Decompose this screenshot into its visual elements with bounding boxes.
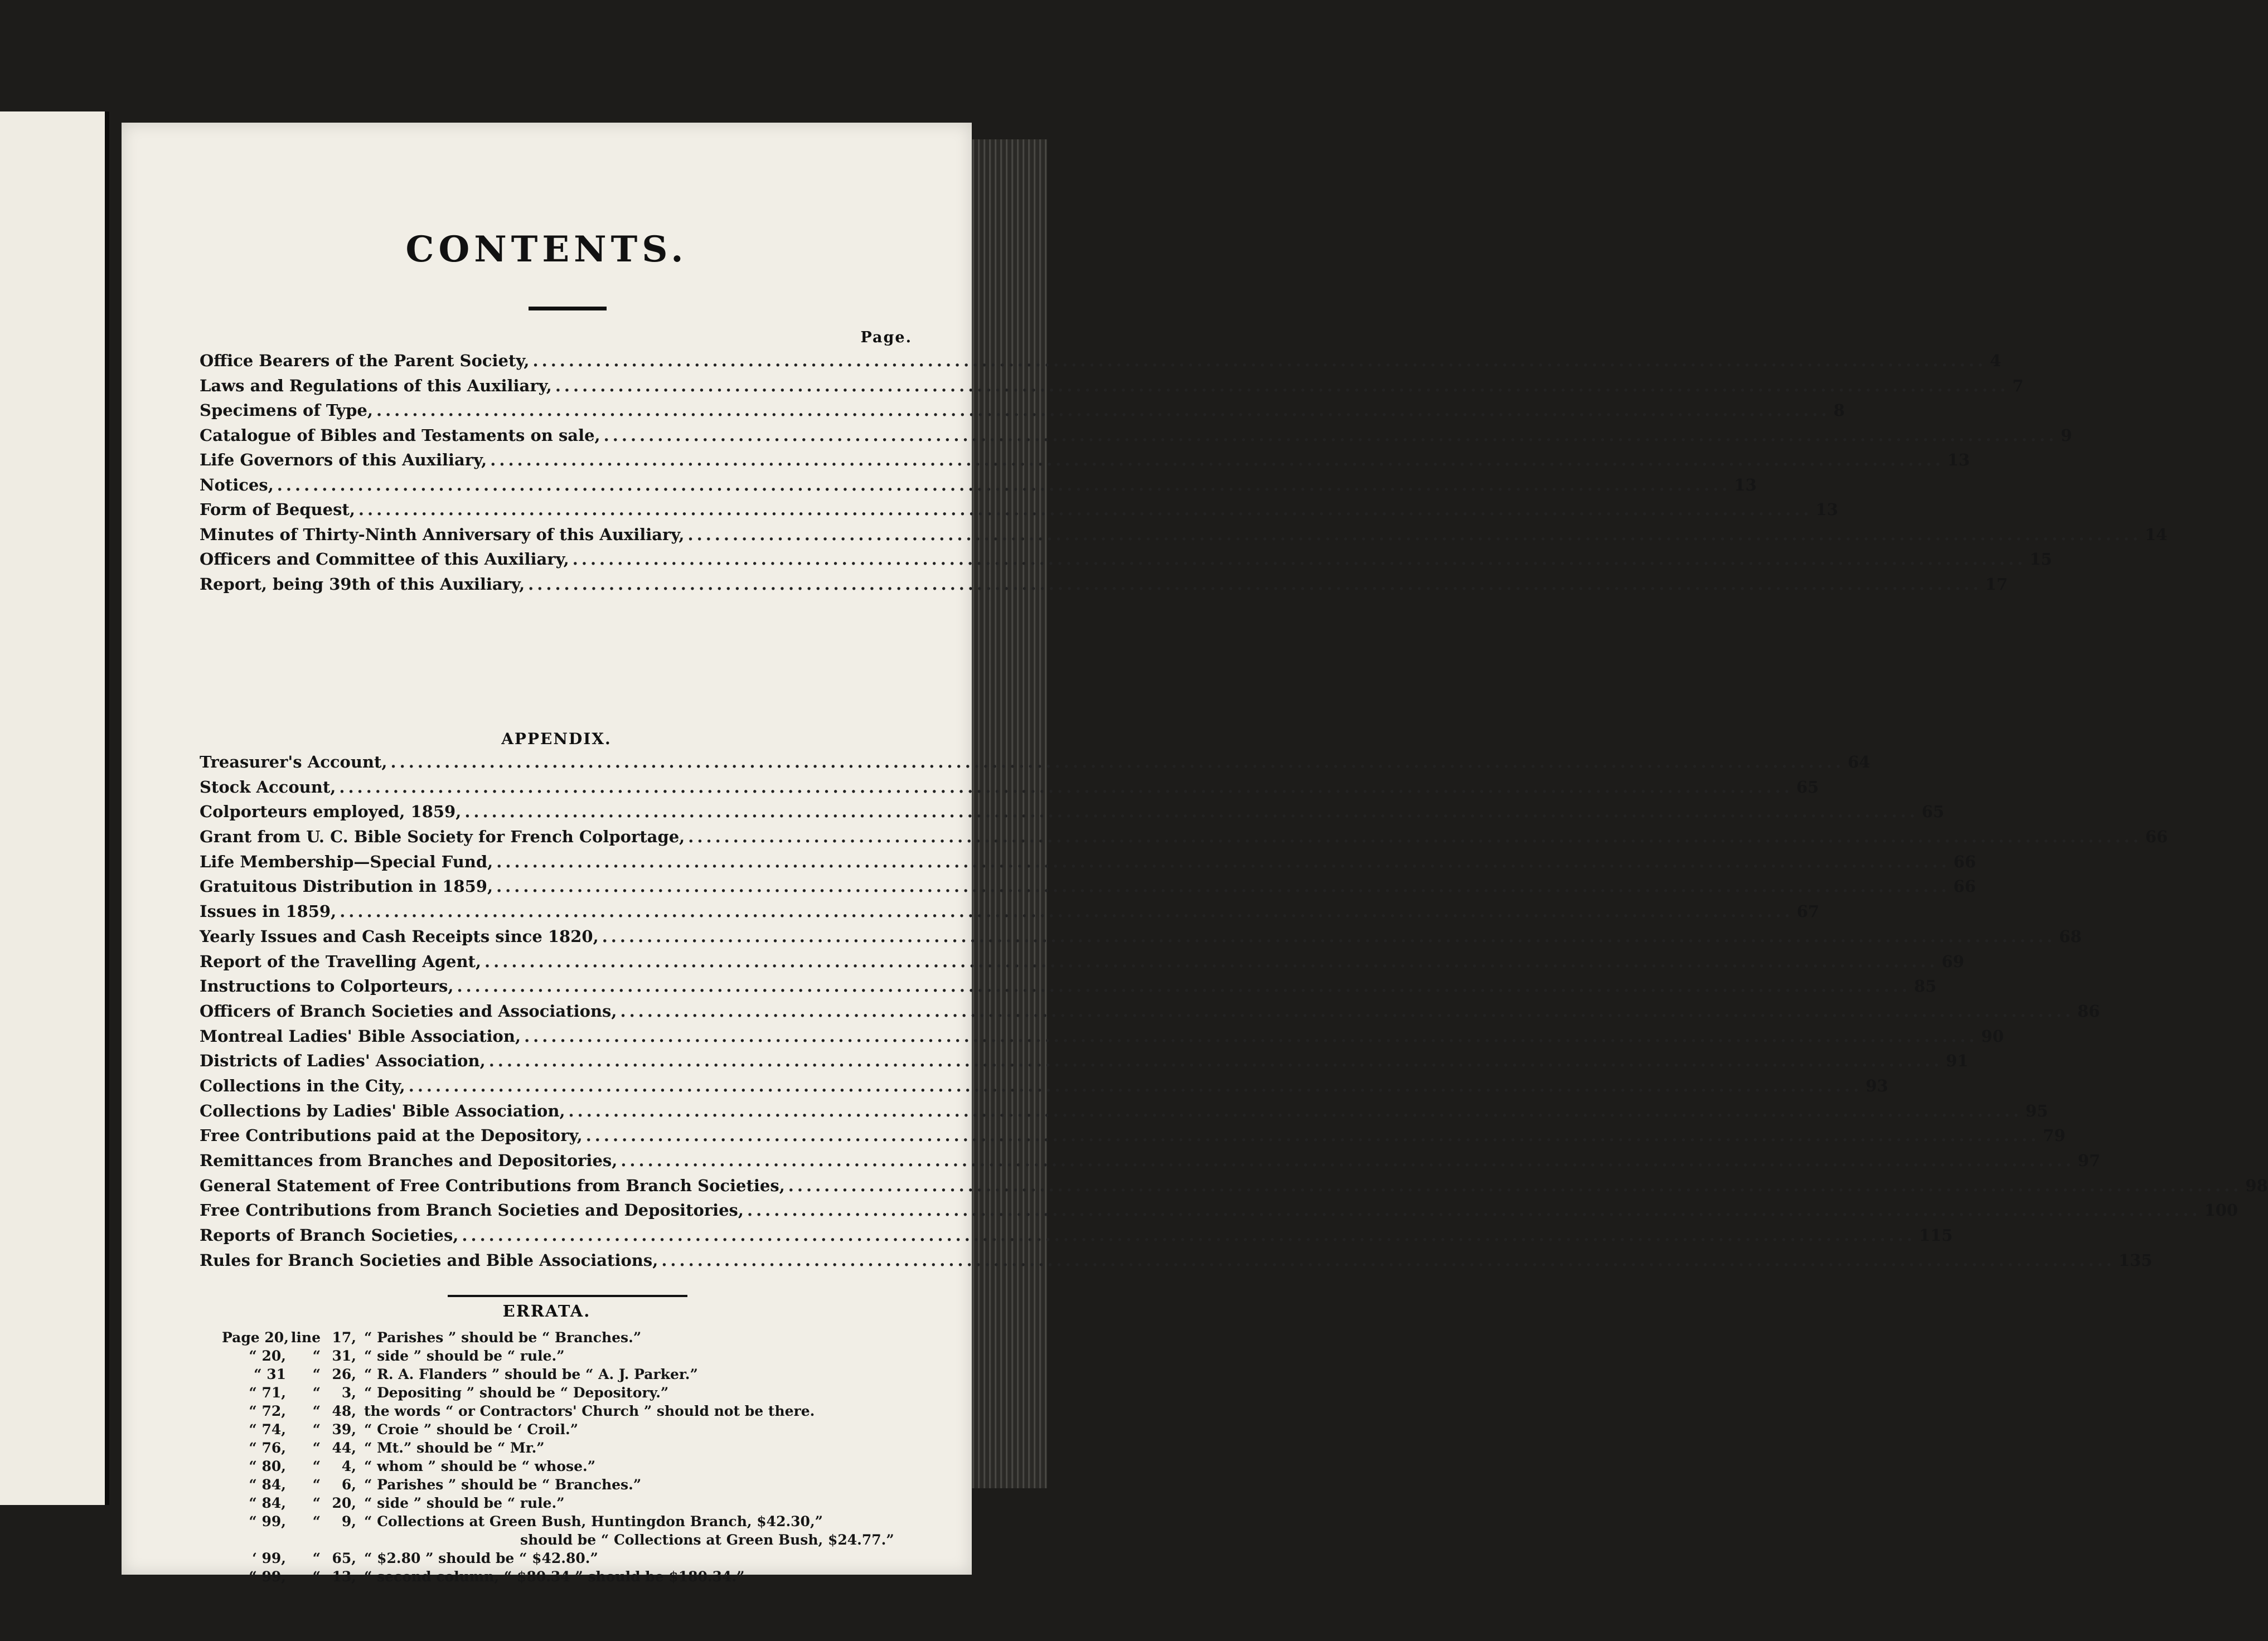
leader-dots: .................................................................................................................................................................. <box>603 425 2058 445</box>
leader-dots: .................................................................................................................................................................. <box>484 951 1939 971</box>
entry-page: 115 <box>1918 1226 1953 1245</box>
errata-page: “ 84, <box>249 1477 286 1493</box>
entry-page: 64 <box>1848 752 1870 771</box>
errata-entry <box>222 1421 947 1440</box>
errata-line-label: “ <box>312 1348 321 1364</box>
leader-dots: .................................................................................................................................................................. <box>496 877 1950 896</box>
appendix-entry <box>200 802 1945 827</box>
entry-page: 9 <box>2061 425 2072 445</box>
errata-entry <box>222 1348 947 1366</box>
contents-entry <box>200 475 1757 501</box>
contents-entry <box>200 376 2024 401</box>
entry-label: Catalogue of Bibles and Testaments on sale, <box>200 425 600 445</box>
entry-label: Colporteurs employed, 1859, <box>200 802 462 822</box>
appendix-entry <box>200 1151 2101 1176</box>
errata-text: “ Croie ” should be ‘ Croil.” <box>364 1421 579 1438</box>
errata-page: ‘ 99, <box>252 1550 286 1566</box>
appendix-entry <box>200 852 1976 877</box>
contents-entry <box>200 351 2002 376</box>
errata-entry <box>222 1403 947 1421</box>
appendix-entry <box>200 1176 2268 1201</box>
errata-page: “ 76, <box>249 1440 286 1456</box>
entry-label: Collections by Ladies' Bible Association, <box>200 1101 565 1120</box>
entry-page: 67 <box>1796 902 1820 921</box>
errata-page: “ 72, <box>249 1403 286 1419</box>
leader-dots: .................................................................................................................................................................. <box>464 802 1918 822</box>
leader-dots: .................................................................................................................................................................. <box>376 401 1830 420</box>
entry-page: 69 <box>1941 951 1964 971</box>
errata-text: “ side ” should be “ rule.” <box>364 1348 565 1364</box>
leader-dots: .................................................................................................................................................................. <box>524 1026 1978 1046</box>
entry-page: 13 <box>1734 475 1757 494</box>
leader-dots: .................................................................................................................................................................. <box>277 475 1731 494</box>
errata-text: “ second column, “ $80.34 ” should be $180.34.” <box>364 1569 745 1585</box>
errata-text: “ Depositing ” should be “ Depository.” <box>364 1385 669 1401</box>
entry-page: 17 <box>1985 574 2008 594</box>
errata-entry <box>222 1495 947 1513</box>
leader-dots: .................................................................................................................................................................. <box>496 852 1950 871</box>
entry-page: 65 <box>1921 802 1945 822</box>
appendix-entry <box>200 1051 1969 1076</box>
entry-page: 85 <box>1914 977 1937 996</box>
errata-page: “ 20, <box>249 1348 286 1364</box>
errata-page: Page 20, <box>222 1329 289 1346</box>
entry-label: Officers of Branch Societies and Associations, <box>200 1001 617 1021</box>
errata-line-label: “ <box>312 1366 321 1382</box>
errata-line: 44, <box>332 1440 356 1456</box>
appendix-entry <box>200 1026 2004 1052</box>
entry-page: 66 <box>2145 827 2168 847</box>
entry-page: 66 <box>1953 877 1976 896</box>
errata-entry <box>222 1513 947 1532</box>
entry-label: Specimens of Type, <box>200 401 373 420</box>
errata-page: “ 31 <box>254 1366 286 1382</box>
errata-entry <box>222 1550 947 1569</box>
leader-dots: .................................................................................................................................................................. <box>532 351 1987 370</box>
errata-line: 9, <box>341 1513 356 1530</box>
entry-page: 135 <box>2118 1250 2153 1270</box>
entry-page: 97 <box>2077 1151 2101 1170</box>
errata-text: “ Mt.” should be “ Mr.” <box>364 1440 545 1456</box>
appendix-entry <box>200 951 1964 977</box>
errata-page: “ 80, <box>249 1458 286 1474</box>
errata-line-label: line <box>290 1329 321 1346</box>
entry-label: Stock Account, <box>200 777 336 797</box>
appendix-entry <box>200 752 1870 778</box>
entry-page: 98 <box>2245 1176 2268 1195</box>
errata-text: “ $2.80 ” should be “ $42.80.” <box>364 1550 598 1566</box>
errata-line: 39, <box>332 1421 356 1438</box>
appendix-entry <box>200 926 2082 952</box>
entry-page: 100 <box>2204 1201 2238 1220</box>
appendix-entry <box>200 1126 2066 1151</box>
errata-line: 13, <box>332 1569 356 1585</box>
entry-label: Gratuitous Distribution in 1859, <box>200 877 493 896</box>
errata-page: “ 84, <box>249 1495 286 1511</box>
errata-continuation: should be “ Collections at Green Bush, $24.77.” <box>520 1532 894 1548</box>
errata-line: 31, <box>332 1348 356 1364</box>
entry-page: 13 <box>1815 500 1838 519</box>
errata-entry <box>222 1366 947 1385</box>
appendix-entry <box>200 1201 2238 1226</box>
entry-label: Officers and Committee of this Auxiliary, <box>200 550 569 569</box>
appendix-heading: APPENDIX. <box>501 730 612 748</box>
errata-text: “ Parishes ” should be “ Branches.” <box>364 1477 642 1493</box>
entry-label: Reports of Branch Societies, <box>200 1226 459 1245</box>
leader-dots: .................................................................................................................................................................. <box>408 1076 1863 1095</box>
leader-dots: .................................................................................................................................................................. <box>585 1126 2040 1145</box>
entry-label: Minutes of Thirty-Ninth Anniversary of this Auxiliary, <box>200 525 685 544</box>
entry-page: 93 <box>1865 1076 1888 1095</box>
appendix-entry <box>200 1226 1953 1251</box>
errata-page: “ 74, <box>249 1421 286 1438</box>
leader-dots: .................................................................................................................................................................. <box>490 450 1944 469</box>
entry-label: Report, being 39th of this Auxiliary, <box>200 574 525 594</box>
entry-label: Instructions to Colporteurs, <box>200 977 454 996</box>
errata-line-label: “ <box>312 1403 321 1419</box>
leader-dots: .................................................................................................................................................................. <box>358 500 1813 519</box>
entry-page: 86 <box>2077 1001 2100 1021</box>
entry-label: Rules for Branch Societies and Bible Associations, <box>200 1250 658 1270</box>
entry-label: Issues in 1859, <box>200 902 337 921</box>
errata-entry <box>222 1477 947 1495</box>
leader-dots: .................................................................................................................................................................. <box>620 1001 2075 1021</box>
errata-line-label: “ <box>312 1550 321 1566</box>
page-column-heading: Page. <box>860 329 912 346</box>
appendix-entry <box>200 1001 2100 1027</box>
errata-line-label: “ <box>312 1440 321 1456</box>
leader-dots: .................................................................................................................................................................. <box>688 827 2142 847</box>
entry-label: Grant from U. C. Bible Society for French Colportage, <box>200 827 685 847</box>
entry-label: Remittances from Branches and Depositories, <box>200 1151 618 1170</box>
contents-entry <box>200 425 2072 451</box>
contents-entry <box>200 401 1845 426</box>
appendix-list <box>200 752 2268 1275</box>
errata-line-label: “ <box>312 1569 321 1585</box>
errata-line-label: “ <box>312 1477 321 1493</box>
entry-page: 14 <box>2145 525 2168 544</box>
entry-label: Life Governors of this Auxiliary, <box>200 450 487 469</box>
entry-label: Districts of Ladies' Association, <box>200 1051 486 1071</box>
entry-page: 65 <box>1796 777 1819 797</box>
errata-line: 3, <box>341 1385 356 1401</box>
contents-entry <box>200 500 1838 525</box>
entry-label: Yearly Issues and Cash Receipts since 1820, <box>200 926 599 946</box>
leader-dots: .................................................................................................................................................................. <box>568 1101 2023 1120</box>
errata-text: “ whom ” should be “ whose.” <box>364 1458 596 1474</box>
entry-label: Laws and Regulations of this Auxiliary, <box>200 376 552 395</box>
contents-entry <box>200 574 2008 600</box>
entry-page: 95 <box>2025 1101 2048 1120</box>
contents-entry <box>200 525 2168 550</box>
appendix-heading-wrap <box>200 727 913 754</box>
errata-list <box>222 1329 947 1587</box>
errata-rule <box>448 1295 687 1297</box>
errata-entry <box>222 1385 947 1403</box>
contents-entry <box>200 550 2052 575</box>
contents-entry <box>200 450 1970 475</box>
leader-dots: .................................................................................................................................................................. <box>390 752 1845 771</box>
appendix-entry <box>200 1250 2153 1276</box>
errata-entry <box>222 1329 947 1348</box>
entry-label: Free Contributions from Branch Societies and Depositories, <box>200 1201 744 1220</box>
page-title: CONTENTS. <box>405 229 688 270</box>
entry-label: Treasurer's Account, <box>200 752 387 771</box>
entry-label: Notices, <box>200 475 274 494</box>
leader-dots: .................................................................................................................................................................. <box>457 977 1911 996</box>
errata-text: “ R. A. Flanders ” should be “ A. J. Parker.” <box>364 1366 698 1382</box>
errata-line-label: “ <box>312 1421 321 1438</box>
entry-page: 13 <box>1947 450 1970 469</box>
entry-page: 68 <box>2059 926 2082 946</box>
leader-dots: .................................................................................................................................................................. <box>602 926 2056 946</box>
entry-page: 4 <box>1990 351 2002 370</box>
leader-dots: .................................................................................................................................................................. <box>528 574 1982 594</box>
errata-line-label: “ <box>312 1385 321 1401</box>
errata-line: 17, <box>332 1329 356 1346</box>
entry-label: Life Membership—Special Fund, <box>200 852 493 871</box>
appendix-entry <box>200 777 1819 803</box>
errata-line-label: “ <box>312 1513 321 1530</box>
errata-entry <box>222 1458 947 1477</box>
leader-dots: .................................................................................................................................................................. <box>621 1151 2075 1170</box>
leader-dots: .................................................................................................................................................................. <box>340 902 1794 921</box>
errata-heading: ERRATA. <box>502 1302 591 1320</box>
appendix-entry <box>200 1101 2048 1127</box>
errata-line-label: “ <box>312 1495 321 1511</box>
errata-text: “ Parishes ” should be “ Branches.” <box>364 1329 642 1346</box>
entry-page: 79 <box>2043 1126 2066 1145</box>
appendix-entry <box>200 1076 1888 1101</box>
entry-page: 8 <box>1833 401 1845 420</box>
errata-line: 4, <box>341 1458 356 1474</box>
leader-dots: .................................................................................................................................................................. <box>788 1176 2242 1195</box>
errata-line: 48, <box>332 1403 356 1419</box>
errata-line-label: “ <box>312 1458 321 1474</box>
entry-page: 15 <box>2029 550 2052 569</box>
entry-label: Report of the Travelling Agent, <box>200 951 482 971</box>
entry-label: Montreal Ladies' Bible Association, <box>200 1026 521 1046</box>
title-rule <box>529 307 607 310</box>
contents-list <box>200 351 2168 599</box>
facing-page <box>0 111 109 1505</box>
entry-page: 66 <box>1953 852 1976 871</box>
leader-dots: .................................................................................................................................................................. <box>555 376 2009 395</box>
errata-page: “ 71, <box>249 1385 286 1401</box>
entry-label: Office Bearers of the Parent Society, <box>200 351 530 370</box>
entry-label: Collections in the City, <box>200 1076 405 1095</box>
errata-text: the words “ or Contractors' Church ” should not be there. <box>364 1403 815 1419</box>
leader-dots: .................................................................................................................................................................. <box>339 777 1793 797</box>
errata-text: “ Collections at Green Bush, Huntingdon Branch, $42.30,” <box>364 1513 823 1530</box>
errata-page: “ 99, <box>249 1513 286 1530</box>
appendix-entry <box>200 902 1820 927</box>
entry-page: 7 <box>2012 376 2024 395</box>
entry-page: 91 <box>1946 1051 1969 1071</box>
leader-dots: .................................................................................................................................................................. <box>488 1051 1943 1071</box>
errata-page: “ 99, <box>249 1569 286 1585</box>
errata-line: 65, <box>332 1550 356 1566</box>
appendix-entry <box>200 827 2168 852</box>
entry-label: Free Contributions paid at the Depository, <box>200 1126 583 1145</box>
leader-dots: .................................................................................................................................................................. <box>572 550 2027 569</box>
appendix-entry <box>200 877 1976 902</box>
entry-label: Form of Bequest, <box>200 500 355 519</box>
leader-dots: .................................................................................................................................................................. <box>747 1201 2201 1220</box>
leader-dots: .................................................................................................................................................................. <box>462 1226 1916 1245</box>
errata-text: “ side ” should be “ rule.” <box>364 1495 565 1511</box>
leader-dots: .................................................................................................................................................................. <box>661 1250 2115 1270</box>
contents-page <box>122 123 2268 1585</box>
errata-line: 6, <box>341 1477 356 1493</box>
entry-page: 90 <box>1981 1026 2004 1046</box>
appendix-entry <box>200 977 1937 1002</box>
entry-label: General Statement of Free Contributions from Branch Societies, <box>200 1176 785 1195</box>
leader-dots: .................................................................................................................................................................. <box>687 525 2142 544</box>
errata-line: 20, <box>332 1495 356 1511</box>
errata-entry <box>222 1440 947 1458</box>
errata-line: 26, <box>332 1366 356 1382</box>
errata-entry <box>222 1569 947 1587</box>
